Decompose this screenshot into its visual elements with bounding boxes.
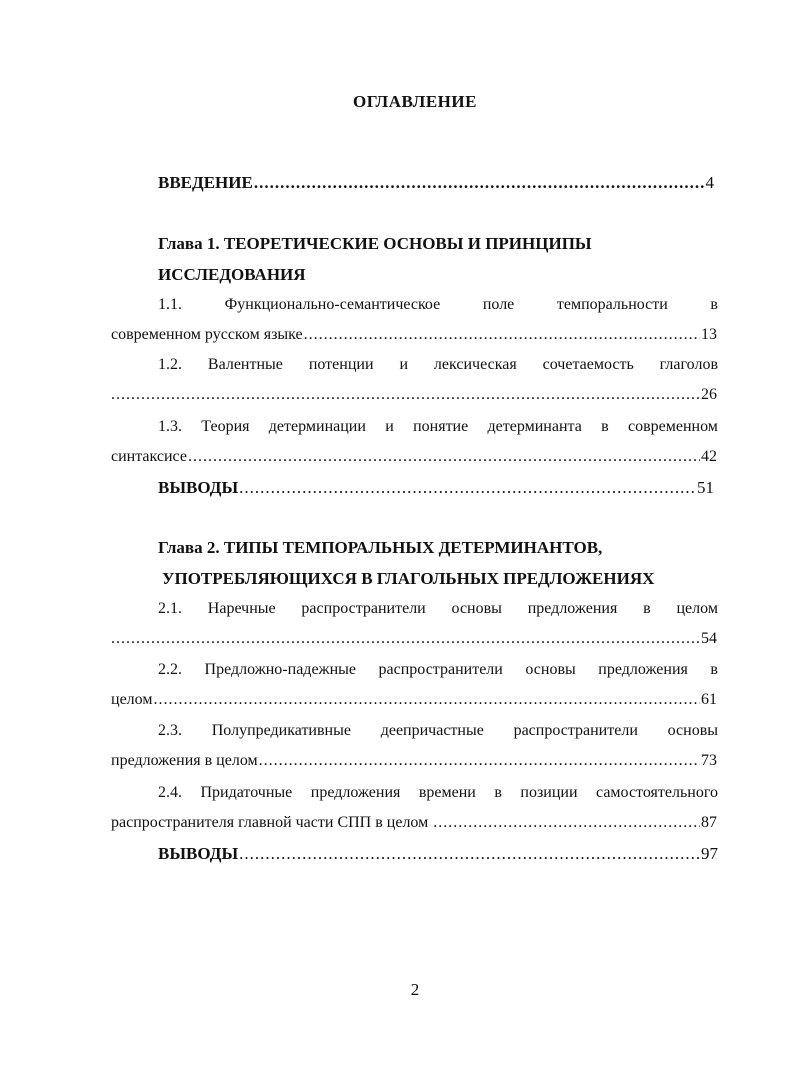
section-1-3-line2 — [111, 448, 717, 466]
word: 2.2. — [158, 661, 182, 678]
dot-leader — [239, 478, 696, 498]
word: предложения — [527, 600, 618, 617]
word: детерминации — [268, 418, 366, 435]
toc-entry-page: 54 — [701, 630, 717, 647]
toc-entry-label: современном русском языке — [111, 326, 303, 343]
word: 2.3. — [158, 722, 182, 739]
dot-leader — [239, 844, 700, 864]
dot-leader — [433, 814, 700, 832]
word: основы — [525, 661, 576, 678]
section-1-3-line1 — [158, 418, 718, 436]
dot-leader — [259, 752, 700, 770]
toc-entry-label: ВВЕДЕНИЕ — [158, 173, 253, 192]
word: распространители — [378, 661, 503, 678]
dot-leader — [153, 691, 700, 709]
section-2-1-line1 — [158, 600, 718, 618]
toc-title: ОГЛАВЛЕНИЕ — [353, 92, 477, 111]
toc-entry-label: ВЫВОДЫ — [158, 478, 239, 497]
chapter1-heading-line2: ИССЛЕДОВАНИЯ — [158, 265, 306, 284]
toc-entry-page: 26 — [701, 386, 717, 403]
section-2-1-line2 — [111, 630, 717, 648]
toc-entry-label: ВЫВОДЫ — [158, 844, 239, 863]
toc-entry-page: 4 — [705, 173, 714, 192]
word: самостоятельного — [596, 784, 718, 801]
chapter1-conclusions — [158, 478, 714, 498]
dot-leader — [304, 326, 700, 344]
word: Наречные — [207, 600, 276, 617]
word: глаголов — [659, 356, 718, 373]
word: в — [710, 661, 718, 678]
toc-entry-page: 73 — [701, 752, 717, 769]
section-2-4-line1 — [158, 784, 718, 802]
word: потенции — [308, 356, 374, 373]
word: понятие — [413, 418, 469, 435]
toc-entry-page: 87 — [701, 814, 717, 831]
word: 2.4. — [158, 784, 182, 801]
word: Теория — [201, 418, 250, 435]
section-1-2-line1 — [158, 356, 718, 374]
toc-entry-label: распространителя главной части СПП в целом — [111, 814, 429, 831]
word: детерминанта — [487, 418, 582, 435]
section-1-2-line2 — [111, 386, 717, 404]
word: деепричастные — [380, 722, 484, 739]
toc-entry-page: 61 — [701, 691, 717, 708]
chapter2-conclusions — [158, 844, 718, 864]
word: 1.2. — [158, 356, 182, 373]
section-2-3-line1 — [158, 722, 718, 740]
word: 1.1. — [158, 296, 182, 313]
toc-entry-page: 42 — [701, 448, 717, 465]
toc-entry-label: предложения в целом — [111, 752, 258, 769]
word: в — [710, 296, 718, 313]
word: предложения — [598, 661, 688, 678]
chapter1-heading-line1: Глава 1. ТЕОРЕТИЧЕСКИЕ ОСНОВЫ И ПРИНЦИПЫ — [158, 234, 592, 253]
toc-entry-label: синтаксисе — [111, 448, 187, 465]
section-1-1-line1 — [158, 296, 718, 314]
dot-leader — [111, 386, 700, 404]
word: 2.1. — [158, 600, 182, 617]
word: основы — [451, 600, 502, 617]
chapter2-heading-line1: Глава 2. ТИПЫ ТЕМПОРАЛЬНЫХ ДЕТЕРМИНАНТОВ, — [158, 538, 603, 557]
section-2-2-line1 — [158, 661, 718, 679]
word: Придаточные — [200, 784, 293, 801]
word: 1.3. — [158, 418, 182, 435]
word: поле — [482, 296, 515, 313]
word: современном — [627, 418, 718, 435]
toc-entry-page: 13 — [701, 326, 717, 343]
word: и — [399, 356, 408, 373]
toc-entry-page: 97 — [701, 844, 718, 863]
word: целом — [676, 600, 718, 617]
word: Валентные — [207, 356, 283, 373]
dot-leader — [111, 630, 700, 648]
section-1-1-line2 — [111, 326, 717, 344]
word: распространители — [301, 600, 426, 617]
chapter2-heading-line2: УПОТРЕБЛЯЮЩИХСЯ В ГЛАГОЛЬНЫХ ПРЕДЛОЖЕНИЯХ — [162, 569, 655, 588]
word: Полупредикативные — [211, 722, 351, 739]
section-2-4-line2 — [111, 814, 717, 832]
word: позиции — [520, 784, 578, 801]
dot-leader — [188, 448, 700, 466]
toc-entry-page: 51 — [697, 478, 714, 497]
word: Функционально-семантическое — [224, 296, 441, 313]
word: в — [494, 784, 502, 801]
word: и — [385, 418, 394, 435]
word: предложения — [310, 784, 401, 801]
section-2-3-line2 — [111, 752, 717, 770]
word: распространители — [513, 722, 638, 739]
word: в — [601, 418, 609, 435]
word: времени — [418, 784, 476, 801]
word: Предложно-падежные — [204, 661, 357, 678]
section-2-2-line2 — [111, 691, 717, 709]
dot-leader — [254, 173, 705, 193]
toc-entry-label: целом — [111, 691, 153, 708]
word: лексическая — [433, 356, 517, 373]
page-number: 2 — [410, 980, 420, 999]
word: основы — [667, 722, 718, 739]
word: сочетаемость — [542, 356, 634, 373]
word: темпоральности — [556, 296, 668, 313]
toc-entry-intro — [158, 173, 714, 193]
word: в — [643, 600, 651, 617]
